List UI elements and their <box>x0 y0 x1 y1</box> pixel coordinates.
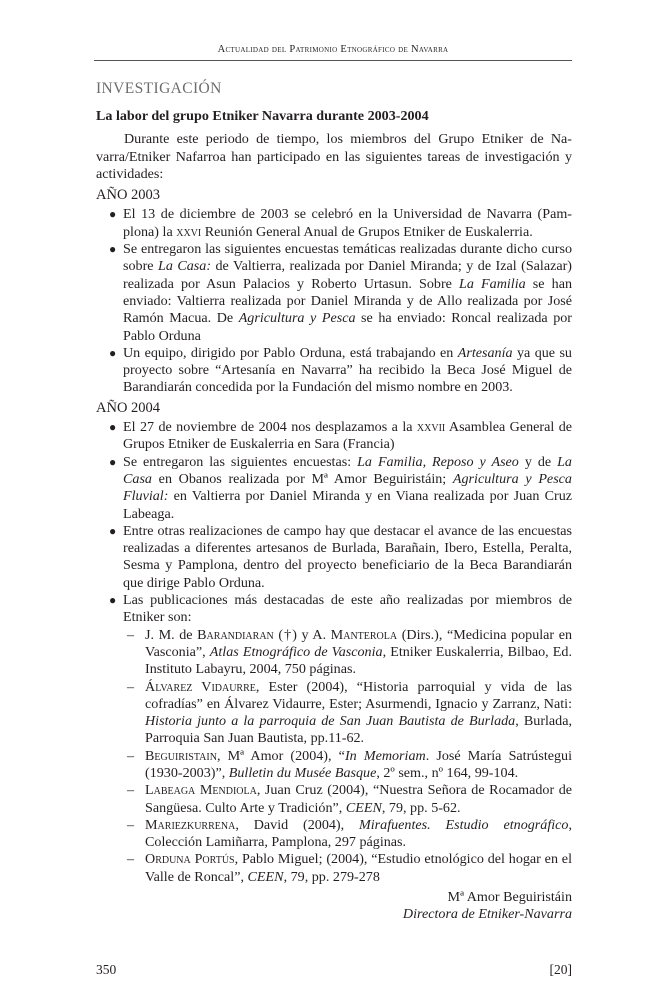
dash-icon: – <box>127 782 135 799</box>
list-item <box>96 241 572 345</box>
text-run: y de <box>518 453 558 470</box>
text-run: Reunión General Anual de Grupos Etniker de Euskalerria. <box>201 223 533 240</box>
signature-role: Directora de Etniker-Navarra <box>402 906 572 923</box>
author-surname: arandiaran <box>206 626 274 643</box>
list-item <box>96 592 572 886</box>
text-run: , Etniker Euskalerria, Bilbao, Ed. Instituto Labayru, 2004, 750 páginas. <box>145 643 572 678</box>
bullet-icon: ● <box>109 593 117 608</box>
italic-title: In Memoriam <box>344 747 426 764</box>
text-run: , 79, pp. 279-278 <box>283 868 380 885</box>
dash-icon: – <box>127 626 135 643</box>
year-2003-heading: AÑO 2003 <box>96 187 161 204</box>
italic-title: Mirafuentes. Estudio etnográfico <box>359 816 569 833</box>
text-run: Entre otras realizaciones de campo hay que destacar el avance de las encuestas realizadas a diferentes artesanos de Burlada, Barañain, Ibero, Estella, Peralta, Sesma y Pamplona, dentro del proyecto beneficiario de la Beca Barandiarán que dirige Pablo Orduna. <box>123 522 572 591</box>
text-run: , Ester (2004), “Historia parroquial y vida de las cofradías” en Álvarez Vidaurre, Ester; Asurmendi, Ignacio y Zarranz, Nati: <box>145 678 572 712</box>
text-run: Asamblea General de Grupos Etniker de Euskalerria en Sara (Francia) <box>123 419 572 453</box>
header-rule <box>94 60 572 61</box>
text-run: (†) y A. M <box>273 626 344 643</box>
text-run: Se entregaron las siguientes encuestas: <box>123 453 358 470</box>
italic-title: Artesanía <box>457 344 513 361</box>
text-run: B <box>145 747 155 764</box>
text-run: , Colección Lamiñarra, Pamplona, 297 páginas. <box>145 816 572 851</box>
text-run: Se entregaron las siguientes encuestas temáticas realizadas durante dicho curso sobre <box>123 241 572 275</box>
text-run: Las publicaciones más destacadas de este año realizadas por miembros de Etniker son: <box>123 592 572 626</box>
roman-numeral: xxvii <box>416 419 446 436</box>
running-header: Actualidad del Patrimonio Etnográfico de Navarra <box>217 44 449 55</box>
text-run: O <box>145 851 156 868</box>
year-2004-list <box>96 419 572 886</box>
text-run: en Obanos realizada por Mª Amor Beguiristáin; <box>151 470 453 487</box>
text-run: El 13 de diciembre de 2003 se celebró en la Universidad de Navarra (Pamplona) la <box>123 206 572 240</box>
page-number: 350 <box>96 962 117 977</box>
text-run: (Dirs.), “Medicina popular en Vasconia”, <box>145 626 573 660</box>
text-run: Un equipo, dirigido por Pablo Orduna, está trabajando en <box>123 344 458 361</box>
text-run: M <box>145 816 158 833</box>
intro-paragraph: Durante este periodo de tiempo, los miembros del Grupo Etniker de Navarra/Etniker Nafarroa han participado en las siguientes tareas de investigación y actividades: <box>96 131 572 182</box>
author-surname: idaurre <box>211 678 256 695</box>
italic-title: Agricultura y Pesca Fluvial: <box>123 470 572 505</box>
list-item <box>96 454 572 523</box>
publication-item <box>123 627 572 679</box>
publication-item <box>123 851 572 886</box>
author-surname: anterola <box>343 626 398 643</box>
list-item <box>96 523 572 592</box>
bullet-icon: ● <box>109 420 117 435</box>
italic-title: CEEN <box>345 799 382 816</box>
text-run: se han enviado: Valtierra realizada por Daniel Miranda y de Allo realizada por José Ramón Macua. De <box>123 275 573 327</box>
author-surname: lvarez <box>155 678 193 695</box>
dash-icon: – <box>127 851 135 868</box>
text-run: en Valtierra por Daniel Miranda y en Viana realizada por Juan Cruz Labeaga. <box>123 488 572 522</box>
italic-title: Historia junto a la parroquia de San Juan Bautista de Burlada <box>145 713 516 730</box>
dash-icon: – <box>127 816 135 833</box>
text-run: V <box>192 678 212 695</box>
italic-title: Atlas Etnográfico de Vasconia <box>209 643 383 660</box>
text-run: L <box>145 782 154 799</box>
text-run: Á <box>145 678 156 695</box>
bullet-icon: ● <box>109 207 117 222</box>
year-2004-heading: AÑO 2004 <box>96 399 161 416</box>
publications-list <box>123 627 572 886</box>
signature-name: Mª Amor Beguiristáin <box>447 889 572 906</box>
text-run: J. M. de B <box>145 626 207 643</box>
text-run: , 2º sem., nº 164, 99-104. <box>376 764 519 781</box>
author-surname: rduna <box>155 851 191 868</box>
article-body <box>96 108 572 924</box>
article-heading: La labor del grupo Etniker Navarra durante 2003-2004 <box>96 108 429 124</box>
italic-title: CEEN <box>247 868 284 885</box>
list-item <box>96 345 572 397</box>
text-run: , Juan Cruz (2004), “Nuestra Señora de Rocamador de Sangüesa. Culto Arte y Tradición”, <box>145 782 573 816</box>
italic-title: La Familia, Reposo y Aseo <box>357 453 519 470</box>
author-surname: ortús <box>202 851 235 868</box>
italic-title: Agricultura y Pesca <box>238 310 356 327</box>
bullet-icon: ● <box>109 345 117 360</box>
publication-item <box>123 817 572 852</box>
list-item <box>96 206 572 241</box>
italic-title: La Familia <box>459 275 526 292</box>
section-label: INVESTIGACIÓN <box>96 80 222 97</box>
text-run: , Pablo Miguel; (2004), “Estudio etnológico del hogar en el Valle de Roncal”, <box>145 851 572 885</box>
publication-item <box>123 748 572 783</box>
bullet-icon: ● <box>109 454 117 469</box>
text-run: . José María Satrústegui (1930-2003)”, <box>145 747 572 781</box>
publication-item <box>123 782 572 817</box>
author-surname: abeaga <box>153 782 196 799</box>
text-run: , Mª Amor (2004), “ <box>216 747 345 764</box>
text-run: ya que su proyecto sobre “Artesanía en Navarra” ha recibido la Beca José Miguel de Barandiarán concedida por la Fundación del mismo nombre en 2003. <box>123 344 572 396</box>
bullet-icon: ● <box>109 523 117 538</box>
text-run: El 27 de noviembre de 2004 nos desplazamos a la <box>123 419 417 436</box>
italic-title: Bulletin du Musée Basque <box>228 764 377 781</box>
year-2003-list <box>96 206 572 396</box>
author-surname: endiola <box>212 782 257 799</box>
publication-item <box>123 679 572 748</box>
text-run: M <box>195 782 213 799</box>
text-run: de Valtierra, realizada por Daniel Miranda; y de Izal (Salazar) realizada por Asun Palacios y Roberto Urtasun. Sobre <box>123 258 572 292</box>
dash-icon: – <box>127 678 135 695</box>
text-run: , Burlada, Parroquia San Juan Bautista, pp.11-62. <box>145 713 573 747</box>
list-item <box>96 419 572 454</box>
author-surname: eguiristain <box>154 747 217 764</box>
italic-title: La Casa: <box>158 258 212 275</box>
sheet-number: [20] <box>549 962 572 977</box>
italic-title: La Casa <box>123 453 572 487</box>
roman-numeral: xxvi <box>176 223 202 240</box>
text-run: se ha enviado: Roncal realizada por Pablo Orduna <box>123 310 572 344</box>
text-run: , 79, pp. 5-62. <box>381 799 461 816</box>
text-run: P <box>190 851 203 868</box>
bullet-icon: ● <box>109 242 117 257</box>
text-run: , David (2004), <box>235 816 360 833</box>
dash-icon: – <box>127 747 135 764</box>
author-surname: ariezkurrena <box>157 816 236 833</box>
